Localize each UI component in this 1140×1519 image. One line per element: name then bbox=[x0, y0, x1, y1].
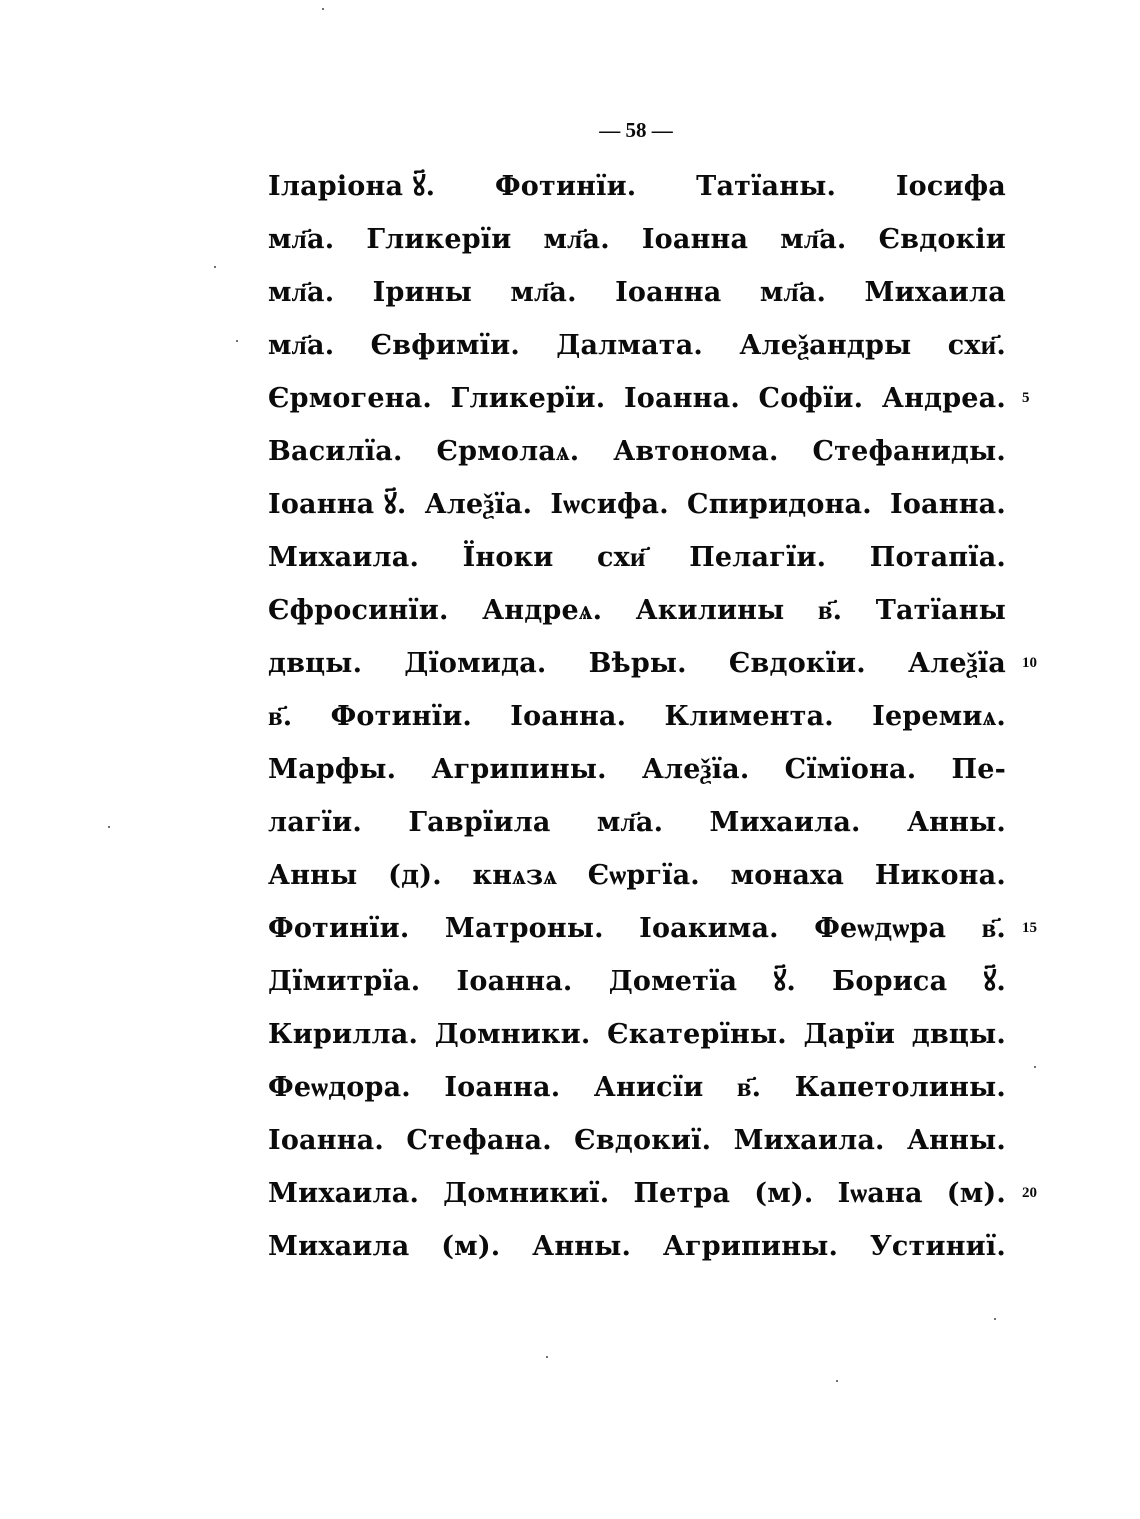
word: Стефана. bbox=[406, 1125, 552, 1156]
word: Агрипины. bbox=[662, 1231, 839, 1262]
word: (д). bbox=[388, 860, 442, 891]
word: мл҃а. bbox=[780, 224, 847, 255]
word: Єрмогена. bbox=[268, 383, 432, 414]
scan-speck bbox=[322, 8, 324, 10]
word: Фотинїи. bbox=[268, 913, 410, 944]
word: кнѧзѧ bbox=[472, 860, 558, 891]
word: Іоанна. bbox=[268, 1125, 384, 1156]
word: мл҃а. bbox=[543, 224, 610, 255]
margin-line-number: 15 bbox=[1022, 920, 1037, 936]
word: Спиридона. bbox=[687, 489, 872, 520]
word: Анны. bbox=[906, 1125, 1006, 1156]
text-line bbox=[268, 160, 1006, 213]
word: Гликерїи bbox=[366, 224, 512, 255]
word: Михаила. bbox=[709, 807, 861, 838]
word: Вѣры. bbox=[588, 648, 687, 679]
word: Євфимїи. bbox=[370, 330, 520, 361]
word: Марфы. bbox=[268, 754, 397, 785]
word: Алеѯїа bbox=[907, 648, 1006, 679]
scan-speck bbox=[994, 1318, 996, 1320]
text-line bbox=[268, 1008, 1006, 1061]
scan-speck bbox=[214, 266, 216, 268]
word: Устиниї. bbox=[869, 1231, 1006, 1262]
word: Далмата. bbox=[556, 330, 703, 361]
text-line bbox=[268, 690, 1006, 743]
word: Пелагїи. bbox=[689, 542, 827, 573]
word: Агрипины. bbox=[431, 754, 607, 785]
word: Михаила bbox=[864, 277, 1006, 308]
word: Анны. bbox=[532, 1231, 632, 1262]
word: Іѡана bbox=[837, 1178, 923, 1209]
word: Євдокіи bbox=[878, 224, 1006, 255]
word: Василїа. bbox=[268, 436, 403, 467]
word: Татїаны. bbox=[696, 171, 837, 202]
word: Сїмїона. bbox=[784, 754, 917, 785]
word: Анисїи bbox=[593, 1072, 704, 1103]
word: схи҃ bbox=[597, 542, 646, 573]
page-number: — 58 — bbox=[599, 118, 673, 142]
word: Їноки bbox=[462, 542, 554, 573]
text-line bbox=[268, 531, 1006, 584]
word: Ірины bbox=[372, 277, 473, 308]
word: Єрмолаѧ. bbox=[436, 436, 580, 467]
scan-speck bbox=[836, 1380, 838, 1382]
word: Матроны. bbox=[444, 913, 604, 944]
word: Єкатерїны. bbox=[607, 1019, 787, 1050]
word: в҃. bbox=[736, 1072, 762, 1103]
text-line bbox=[268, 213, 1006, 266]
text-line bbox=[268, 1061, 1006, 1114]
word: Софїи. bbox=[758, 383, 864, 414]
word: Михаила. bbox=[268, 1178, 420, 1209]
word: Дарїи bbox=[803, 1019, 896, 1050]
word: Іоанна. bbox=[890, 489, 1006, 520]
word: Алеѯїа. bbox=[424, 489, 533, 520]
word: Дометїа bbox=[608, 966, 738, 997]
word: Климента. bbox=[664, 701, 834, 732]
word: Михаила. bbox=[733, 1125, 885, 1156]
text-line bbox=[268, 849, 1006, 902]
word: двцы. bbox=[911, 1019, 1006, 1050]
word: Домникиї. bbox=[443, 1178, 610, 1209]
word: Фотинїи. bbox=[330, 701, 473, 732]
word: Іоанна bbox=[641, 224, 749, 255]
word: (м). bbox=[754, 1178, 814, 1209]
word: монаха bbox=[730, 860, 845, 891]
word: Никона. bbox=[874, 860, 1006, 891]
word: мл҃а. bbox=[596, 807, 664, 838]
text-line bbox=[268, 796, 1006, 849]
word: Іоанна ꙋ҃. bbox=[268, 489, 407, 520]
word: Іоанна. bbox=[456, 966, 573, 997]
word: Дїомида. bbox=[404, 648, 547, 679]
word: мл҃а. bbox=[510, 277, 577, 308]
text-line bbox=[268, 743, 1006, 796]
word: Фотинїи. bbox=[494, 171, 637, 202]
word: в҃. bbox=[817, 595, 843, 626]
word: мл҃а. bbox=[759, 277, 827, 308]
word: Іосифа bbox=[895, 171, 1006, 202]
scan-speck bbox=[1034, 1066, 1036, 1068]
word: Іеремиѧ. bbox=[872, 701, 1006, 732]
word: двцы. bbox=[268, 648, 363, 679]
word: Єѡргїа. bbox=[587, 860, 700, 891]
text-line bbox=[268, 372, 1006, 425]
word: Пе- bbox=[951, 754, 1006, 785]
text-line bbox=[268, 319, 1006, 372]
word: Анны. bbox=[906, 807, 1006, 838]
word: Андреа. bbox=[881, 383, 1006, 414]
margin-line-number: 20 bbox=[1022, 1185, 1037, 1201]
text-line bbox=[268, 1114, 1006, 1167]
word: Дїмитрїа. bbox=[268, 966, 421, 997]
text-line bbox=[268, 478, 1006, 531]
text-line bbox=[268, 584, 1006, 637]
text-line bbox=[268, 1167, 1006, 1220]
scan-speck bbox=[236, 340, 238, 342]
text-block bbox=[268, 160, 1006, 1273]
word: Потапїа. bbox=[869, 542, 1006, 573]
word: Іоанна. bbox=[623, 383, 740, 414]
word: лагїи. bbox=[268, 807, 362, 838]
text-line bbox=[268, 1220, 1006, 1273]
text-line bbox=[268, 637, 1006, 690]
word: Іоанна. bbox=[510, 701, 627, 732]
scan-speck bbox=[108, 826, 110, 828]
word: Бориса bbox=[832, 966, 948, 997]
word: Гликерїи. bbox=[450, 383, 606, 414]
word: ꙋ҃. bbox=[983, 966, 1006, 997]
word: Татїаны bbox=[875, 595, 1006, 626]
word: Михаила. bbox=[268, 542, 420, 573]
word: мл҃а. bbox=[268, 224, 335, 255]
text-line bbox=[268, 266, 1006, 319]
word: Гаврїила bbox=[408, 807, 551, 838]
word: Єфросинїи. bbox=[268, 595, 449, 626]
word: Капетолины. bbox=[794, 1072, 1006, 1103]
word: мл҃а. bbox=[268, 330, 335, 361]
word: Іѡсифа. bbox=[550, 489, 669, 520]
text-line bbox=[268, 902, 1006, 955]
word: Акилины bbox=[635, 595, 785, 626]
word: Домники. bbox=[434, 1019, 591, 1050]
word: Андреѧ. bbox=[482, 595, 603, 626]
word: Кирилла. bbox=[268, 1019, 419, 1050]
word: в҃. bbox=[268, 701, 293, 732]
margin-line-number: 10 bbox=[1022, 655, 1037, 671]
word: Алеѯандры bbox=[739, 330, 912, 361]
word: Іоакима. bbox=[639, 913, 779, 944]
word: Євдокїи. bbox=[728, 648, 866, 679]
word: Євдокиї. bbox=[574, 1125, 712, 1156]
word: мл҃а. bbox=[268, 277, 335, 308]
word: в҃. bbox=[981, 913, 1006, 944]
word: Стефаниды. bbox=[812, 436, 1006, 467]
scan-speck bbox=[546, 1356, 548, 1358]
word: Автонома. bbox=[613, 436, 779, 467]
word: Іларіона ꙋ҃. bbox=[268, 171, 436, 202]
word: Феѡдѡра bbox=[814, 913, 947, 944]
word: Анны bbox=[268, 860, 358, 891]
margin-line-number: 5 bbox=[1022, 390, 1030, 406]
word: Іоанна. bbox=[444, 1072, 561, 1103]
word: (м). bbox=[441, 1231, 501, 1262]
word: Іоанна bbox=[615, 277, 722, 308]
text-line bbox=[268, 425, 1006, 478]
word: ꙋ҃. bbox=[773, 966, 796, 997]
text-line bbox=[268, 955, 1006, 1008]
word: схи҃. bbox=[947, 330, 1006, 361]
word: Феѡдора. bbox=[268, 1072, 411, 1103]
word: Алеѯїа. bbox=[641, 754, 750, 785]
word: Михаила bbox=[268, 1231, 410, 1262]
word: Петра bbox=[633, 1178, 731, 1209]
word: (м). bbox=[946, 1178, 1006, 1209]
